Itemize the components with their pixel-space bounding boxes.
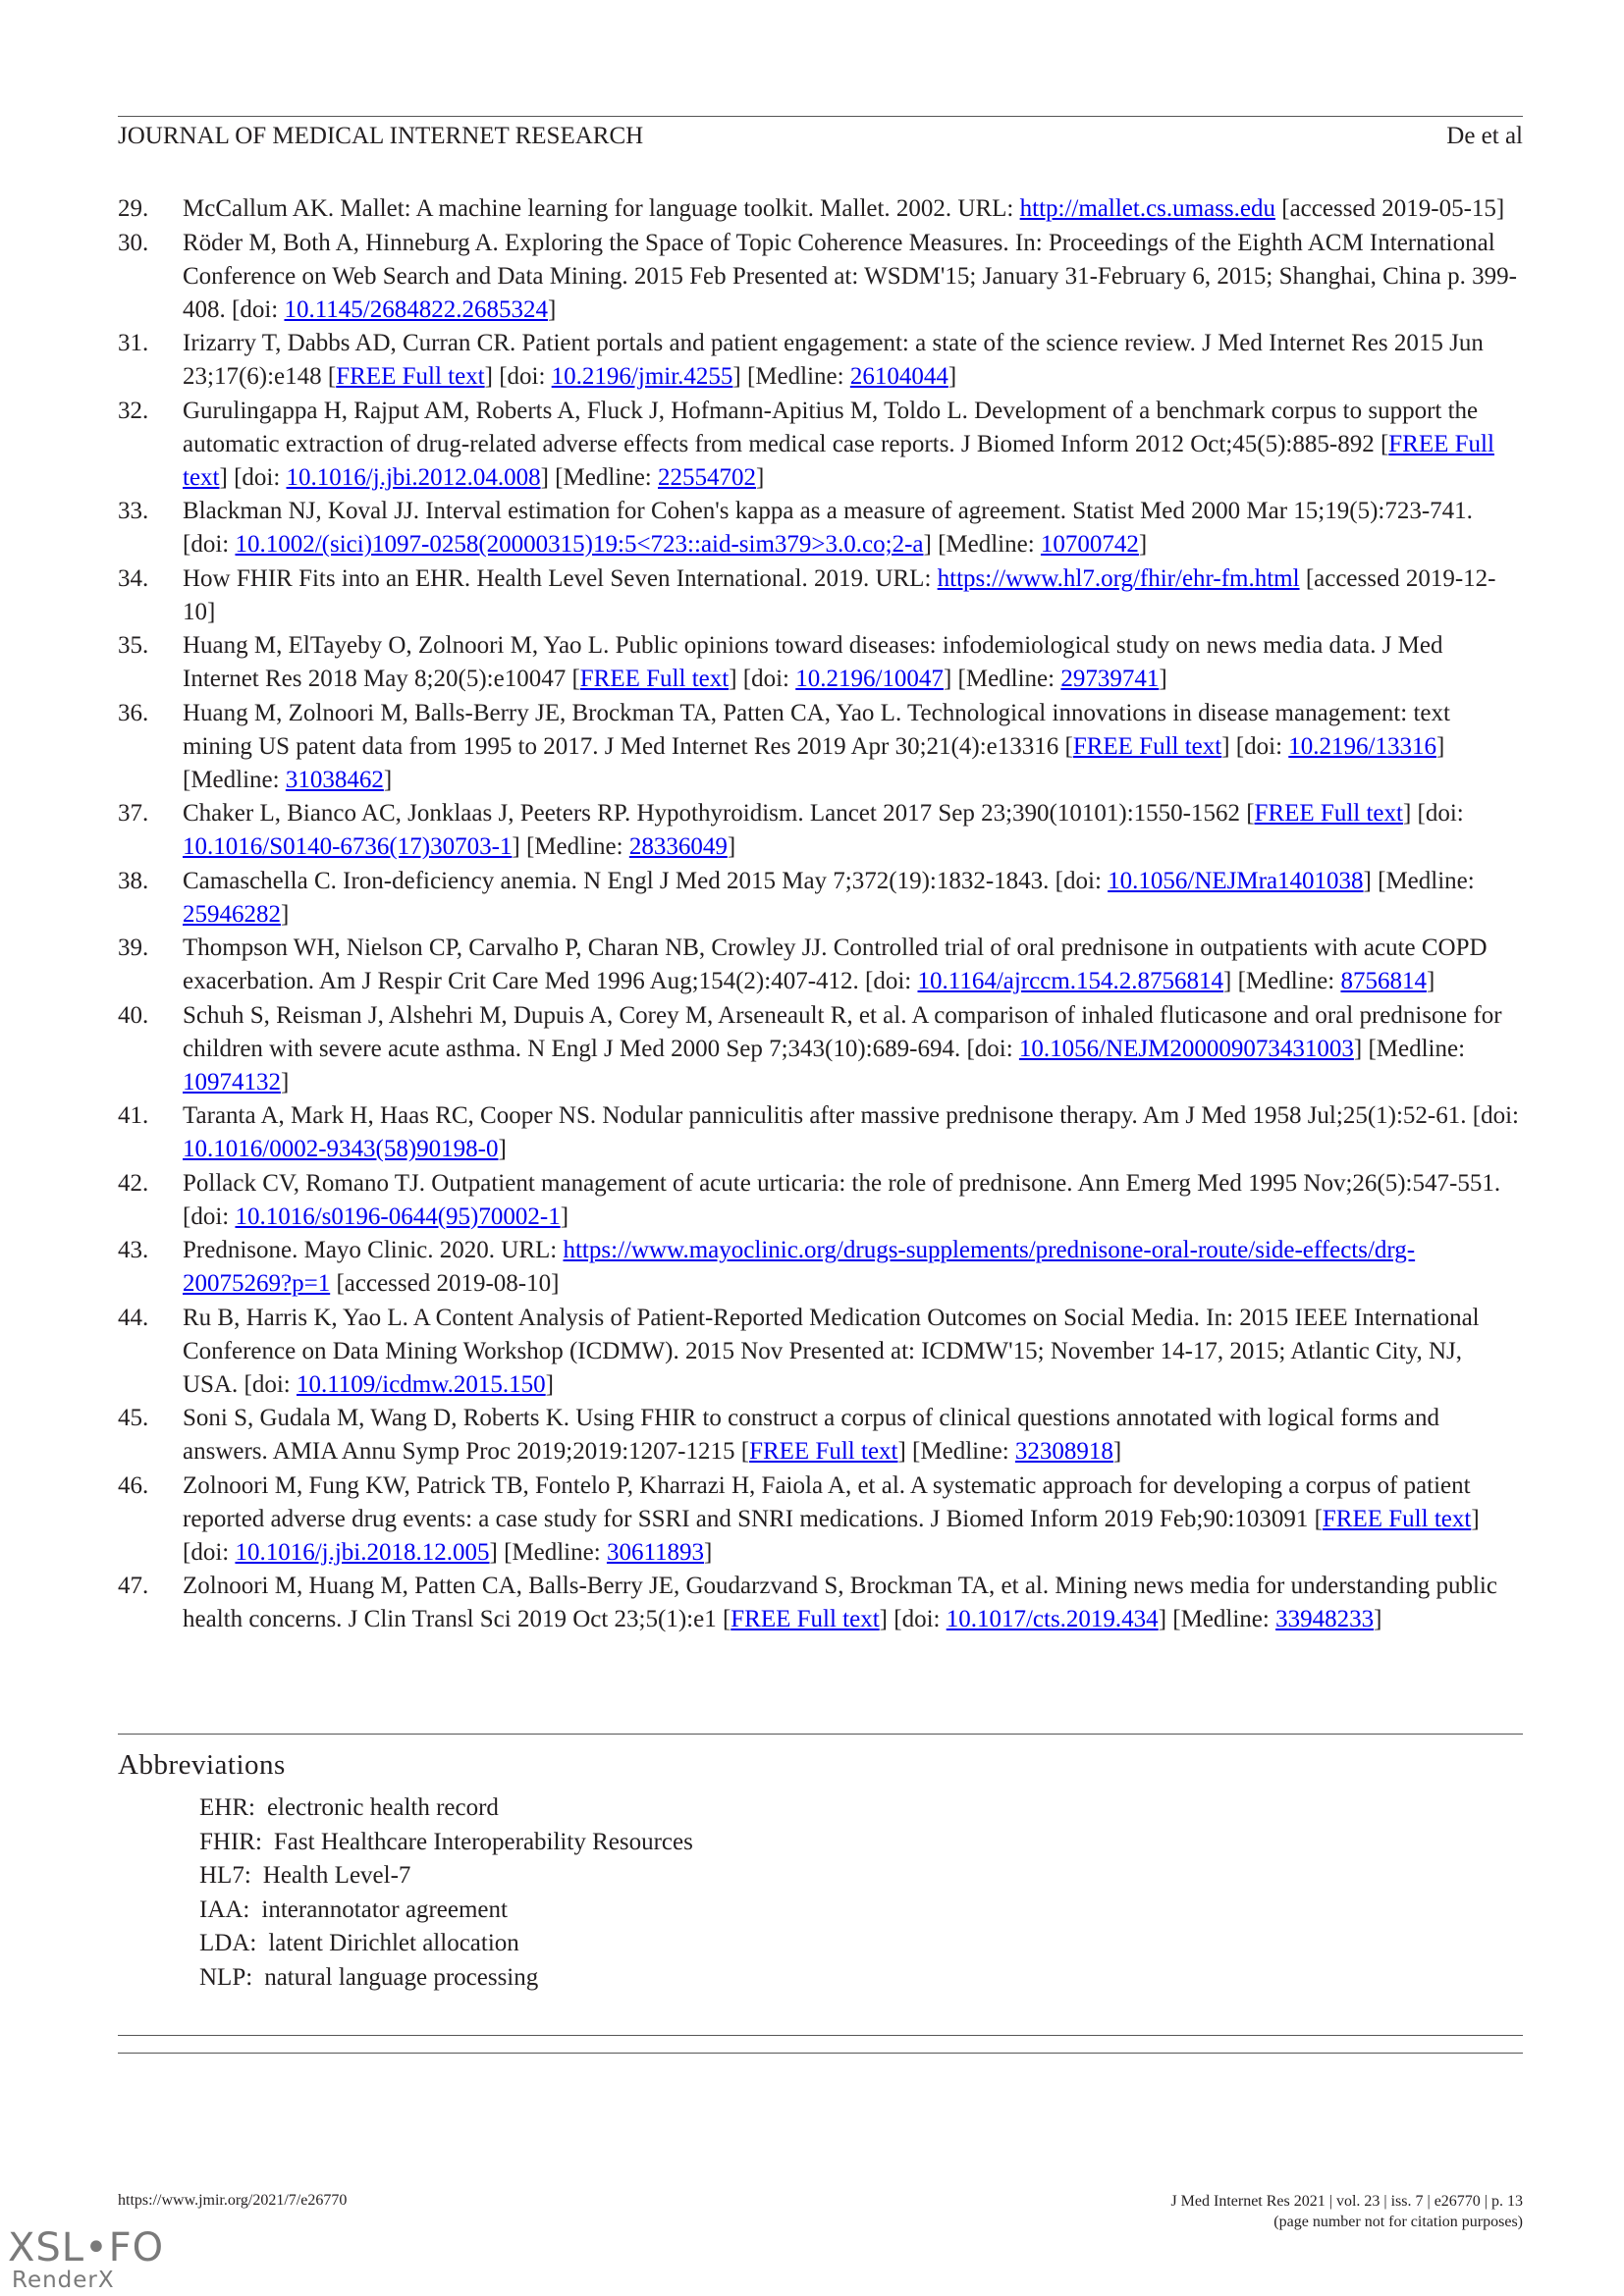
reference-text-segment: ] [doi: — [183, 1505, 1480, 1566]
reference-text-segment: ] — [1374, 1606, 1382, 1632]
reference-text — [183, 1234, 1523, 1301]
reference-text-segment: ] — [560, 1202, 569, 1230]
reference-text — [183, 1302, 1523, 1402]
reference-text — [183, 1570, 1523, 1636]
reference-text-segment: [accessed 2019-12-10] — [183, 564, 1496, 625]
reference-text-segment: ] [doi: — [879, 1606, 947, 1632]
reference-text — [183, 629, 1523, 696]
reference-link[interactable]: FREE Full text — [336, 363, 485, 390]
reference-number: 40. — [118, 1001, 149, 1029]
journal-name: JOURNAL OF MEDICAL INTERNET RESEARCH — [118, 123, 644, 149]
bottom-rule-2 — [118, 2053, 1523, 2054]
abbreviation-definition: latent Dirichlet allocation — [268, 1930, 519, 1956]
reference-text-segment: Gurulingappa H, Rajput AM, Roberts A, Fluck J, Hofmann-Apitius M, Toldo L. Development of a benchmark corpus to support the automatic extraction of drug-related adverse effects from medical case reports. J Biomed Inform 2012 Oct;45(5):885-892 [ — [183, 397, 1479, 457]
abbreviation-item — [199, 1859, 693, 1894]
reference-text-segment: ] — [947, 363, 957, 390]
reference-number: 41. — [118, 1102, 149, 1129]
reference-item — [118, 495, 1523, 561]
reference-text-segment: ] [Medline: — [512, 833, 629, 860]
reference-text-segment: Chaker L, Bianco AC, Jonklaas J, Peeters RP. Hypothyroidism. Lancet 2017 Sep 23;390(10101):1550-1562 [ — [183, 800, 1255, 827]
reference-text — [183, 395, 1523, 495]
reference-number: 30. — [118, 229, 149, 256]
reference-text — [183, 1402, 1523, 1468]
reference-text-segment: ] — [498, 1136, 507, 1162]
reference-text-segment: Camaschella C. Iron-deficiency anemia. N Engl J Med 2015 May 7;372(19):1832-1843. [doi: — [183, 867, 1109, 894]
reference-text-segment: ] — [281, 1068, 290, 1095]
reference-item — [118, 1167, 1523, 1234]
logo-line-1: XSL•FO — [8, 2225, 165, 2270]
reference-link[interactable]: https://www.hl7.org/fhir/ehr-fm.html — [937, 564, 1300, 592]
reference-link[interactable]: http://mallet.cs.umass.edu — [1019, 195, 1276, 222]
abbreviation-term: FHIR: — [199, 1828, 262, 1855]
reference-text-segment: [accessed 2019-05-15] — [1275, 195, 1505, 222]
reference-link[interactable]: 8756814 — [1340, 968, 1427, 994]
reference-link[interactable]: 22554702 — [658, 463, 757, 491]
reference-text — [183, 697, 1523, 797]
abbreviations-top-rule — [118, 1734, 1523, 1735]
reference-text — [183, 865, 1523, 932]
reference-text-segment: ] [Medline: — [732, 363, 850, 390]
reference-link[interactable]: 10.1017/cts.2019.434 — [946, 1606, 1159, 1632]
reference-link[interactable]: 10.1145/2684822.2685324 — [284, 295, 548, 323]
abbreviation-term: HL7: — [199, 1862, 251, 1889]
reference-text — [183, 227, 1523, 327]
reference-text — [183, 327, 1523, 394]
reference-text-segment: Pollack CV, Romano TJ. Outpatient management of acute urticaria: the role of prednisone. Ann Emerg Med 1995 Nov;26(5):547-551. [doi: — [183, 1169, 1501, 1230]
reference-text-segment: ] [Medline: — [897, 1438, 1015, 1465]
reference-link[interactable]: FREE Full text — [1072, 732, 1222, 760]
reference-link[interactable]: 10.1016/S0140-6736(17)30703-1 — [183, 833, 513, 860]
reference-text-segment: ] [Medline: — [183, 732, 1445, 793]
reference-text-segment: ] — [1138, 531, 1148, 558]
reference-text — [183, 1167, 1523, 1234]
reference-link[interactable]: 10.1109/icdmw.2015.150 — [296, 1370, 546, 1398]
reference-item — [118, 1099, 1523, 1166]
reference-text-segment: ] — [1159, 666, 1167, 692]
reference-item — [118, 1302, 1523, 1402]
reference-link[interactable]: 29739741 — [1060, 666, 1160, 692]
reference-item — [118, 1570, 1523, 1636]
reference-text — [183, 797, 1523, 864]
reference-text — [183, 1469, 1523, 1570]
reference-link[interactable]: FREE Full text — [731, 1606, 880, 1632]
reference-text-segment: Röder M, Both A, Hinneburg A. Exploring the Space of Topic Coherence Measures. In: Proceedings of the Eighth ACM International Conference on Web Search and Data Mining. 2015 Feb Presented at: WSDM'15; January 31-February 6, 2015; Shanghai, China p. 399-408. [doi: — [183, 229, 1517, 323]
reference-item — [118, 327, 1523, 394]
reference-item — [118, 227, 1523, 327]
reference-link[interactable]: FREE Full text — [1322, 1505, 1472, 1532]
reference-text-segment: Prednisone. Mayo Clinic. 2020. URL: — [183, 1237, 564, 1263]
abbreviation-term: IAA: — [199, 1896, 250, 1923]
reference-item — [118, 192, 1523, 226]
footer-note: (page number not for citation purposes) — [1273, 2214, 1523, 2230]
reference-number: 45. — [118, 1405, 149, 1431]
reference-item — [118, 797, 1523, 864]
reference-link[interactable]: 10.1016/s0196-0644(95)70002-1 — [235, 1202, 561, 1230]
reference-link[interactable]: 10.2196/10047 — [795, 666, 944, 692]
reference-text-segment: Huang M, ElTayeby O, Zolnoori M, Yao L. Public opinions toward diseases: infodemiological study on news media data. J Med Internet Res 2018 May 8;20(5):e10047 [ — [183, 632, 1443, 692]
reference-number: 46. — [118, 1471, 149, 1499]
reference-item — [118, 999, 1523, 1099]
abbreviation-definition: electronic health record — [266, 1794, 499, 1821]
reference-text — [183, 932, 1523, 998]
reference-number: 44. — [118, 1304, 149, 1331]
reference-link[interactable]: 26104044 — [849, 363, 948, 390]
reference-link[interactable]: 33948233 — [1275, 1606, 1375, 1632]
abbreviation-term: LDA: — [199, 1930, 257, 1956]
reference-text-segment: ] [Medline: — [943, 666, 1061, 692]
reference-number: 37. — [118, 800, 149, 827]
reference-number: 33. — [118, 498, 149, 524]
reference-number: 35. — [118, 632, 149, 659]
abbreviation-item — [199, 1927, 693, 1961]
reference-item — [118, 865, 1523, 932]
reference-number: 29. — [118, 195, 149, 222]
reference-link[interactable]: 10.1016/0002-9343(58)90198-0 — [183, 1136, 499, 1162]
reference-text-segment: ] [Medline: — [923, 531, 1041, 558]
xslfo-renderx-logo — [8, 2225, 165, 2293]
reference-link[interactable]: 32308918 — [1014, 1438, 1113, 1465]
reference-number: 38. — [118, 867, 149, 894]
bottom-rule-1 — [118, 2035, 1523, 2036]
reference-link[interactable]: 25946282 — [183, 900, 281, 928]
reference-item — [118, 697, 1523, 797]
reference-link[interactable]: FREE Full text — [183, 430, 1494, 491]
reference-text-segment: ] — [1112, 1438, 1122, 1465]
reference-number: 31. — [118, 330, 149, 356]
abbreviations-heading: Abbreviations — [118, 1749, 286, 1781]
reference-text-segment: ] [Medline: — [1158, 1606, 1276, 1632]
reference-number: 42. — [118, 1169, 149, 1197]
reference-text — [183, 495, 1523, 561]
reference-text-segment: Ru B, Harris K, Yao L. A Content Analysis of Patient-Reported Medication Outcomes on Social Media. In: 2015 IEEE International Conference on Data Mining Workshop (ICDMW). 2015 Nov Presented at: ICDMW'15; November 14-17, 2015; Atlantic City, NJ, USA. [doi: — [183, 1304, 1480, 1398]
running-authors: De et al — [1446, 123, 1523, 149]
abbreviation-term: EHR: — [199, 1794, 255, 1821]
reference-text-segment: ] [doi: — [484, 363, 552, 390]
reference-link[interactable]: 10.1002/(sici)1097-0258(20000315)19:5<723::aid-sim379>3.0.co;2-a — [235, 531, 924, 558]
reference-link[interactable]: 10.1056/NEJM200009073431003 — [1018, 1035, 1354, 1062]
reference-text-segment: Taranta A, Mark H, Haas RC, Cooper NS. Nodular panniculitis after massive prednisone therapy. Am J Med 1958 Jul;25(1):52-61. [doi: — [183, 1102, 1519, 1129]
reference-text-segment: ] [doi: — [729, 666, 796, 692]
reference-link[interactable]: 30611893 — [606, 1538, 705, 1566]
page-header — [118, 122, 1523, 151]
logo-line-2: RenderX — [12, 2268, 115, 2293]
reference-text-segment: ] [Medline: — [1223, 968, 1341, 994]
reference-link[interactable]: 28336049 — [628, 833, 728, 860]
abbreviation-definition: natural language processing — [264, 1963, 539, 1991]
reference-link[interactable]: https://www.mayoclinic.org/drugs-supplements/prednisone-oral-route/side-effects/drg-20075269?p=1 — [183, 1237, 1416, 1297]
reference-number: 32. — [118, 397, 149, 424]
reference-link[interactable]: 10.1016/j.jbi.2012.04.008 — [286, 463, 541, 491]
reference-item — [118, 395, 1523, 495]
reference-text — [183, 562, 1523, 629]
footer-citation: J Med Internet Res 2021 | vol. 23 | iss. 7 | e26770 | p. 13 — [1170, 2193, 1523, 2210]
reference-text-segment: ] [Medline: — [540, 463, 659, 491]
reference-text-segment: Blackman NJ, Koval JJ. Interval estimation for Cohen's kappa as a measure of agreement. Statist Med 2000 Mar 15;19(5):723-741. [doi: — [183, 498, 1473, 558]
reference-text-segment: Thompson WH, Nielson CP, Carvalho P, Charan NB, Crowley JJ. Controlled trial of oral prednisone in outpatients with acute COPD exacerbation. Am J Respir Crit Care Med 1996 Aug;154(2):407-412. [doi: — [183, 934, 1488, 994]
reference-text-segment: ] [doi: — [219, 463, 287, 491]
footer-url: https://www.jmir.org/2021/7/e26770 — [118, 2192, 348, 2209]
reference-text-segment: [accessed 2019-08-10] — [330, 1270, 560, 1297]
reference-text-segment: McCallum AK. Mallet: A machine learning for language toolkit. Mallet. 2002. URL: — [183, 195, 1020, 222]
abbreviation-definition: Health Level-7 — [262, 1862, 411, 1889]
reference-link[interactable]: 10974132 — [183, 1068, 281, 1095]
reference-link[interactable]: 10.2196/jmir.4255 — [551, 363, 733, 390]
abbreviation-item — [199, 1894, 693, 1928]
reference-text — [183, 1099, 1523, 1166]
reference-text-segment: ] [doi: — [1402, 800, 1464, 827]
reference-text-segment: How FHIR Fits into an EHR. Health Level Seven International. 2019. URL: — [183, 564, 938, 592]
reference-item — [118, 932, 1523, 998]
reference-link[interactable]: 10.1056/NEJMra1401038 — [1108, 867, 1364, 894]
abbreviation-term: NLP: — [199, 1963, 253, 1991]
reference-text-segment: ] — [1426, 968, 1435, 994]
reference-text-segment: Zolnoori M, Fung KW, Patrick TB, Fontelo P, Kharrazi H, Faiola A, et al. A systematic approach for developing a corpus of patient reported adverse drug events: a case study for SSRI and SNRI medications. J Biomed Inform 2019 Feb;90:103091 [ — [183, 1471, 1471, 1532]
reference-text-segment: ] [Medline: — [1363, 867, 1475, 894]
reference-link[interactable]: FREE Full text — [579, 666, 730, 692]
reference-text-segment: ] — [281, 900, 290, 928]
reference-text — [183, 192, 1523, 226]
reference-item — [118, 1469, 1523, 1570]
reference-text-segment: Zolnoori M, Huang M, Patten CA, Balls-Berry JE, Goudarzvand S, Brockman TA, et al. Mining news media for understanding public health concerns. J Clin Transl Sci 2019 Oct 23;5(1):e1 [ — [183, 1573, 1497, 1632]
reference-number: 43. — [118, 1237, 149, 1263]
reference-number: 47. — [118, 1573, 149, 1599]
footer-citation-block — [1170, 2191, 1523, 2232]
reference-text-segment: Huang M, Zolnoori M, Balls-Berry JE, Brockman TA, Patten CA, Yao L. Technological innovations in disease management: text mining US patent data from 1995 to 2017. J Med Internet Res 2019 Apr 30;21(4):e13316 [ — [183, 699, 1450, 760]
reference-text-segment: Schuh S, Reisman J, Alshehri M, Dupuis A, Corey M, Arseneault R, et al. A comparison of inhaled fluticasone and oral prednisone for children with severe acute asthma. N Engl J Med 2000 Sep 7;343(10):689-694. [doi: — [183, 1001, 1502, 1062]
abbreviations-list — [199, 1791, 693, 1995]
reference-text-segment: ] — [548, 295, 557, 323]
reference-text-segment: ] — [545, 1370, 554, 1398]
reference-link[interactable]: 10.1016/j.jbi.2018.12.005 — [235, 1538, 490, 1566]
reference-text-segment: ] [Medline: — [489, 1538, 607, 1566]
reference-text-segment: ] [doi: — [1221, 732, 1289, 760]
reference-item — [118, 1402, 1523, 1468]
reference-number: 34. — [118, 564, 149, 592]
reference-link[interactable]: 10700742 — [1040, 531, 1139, 558]
reference-item — [118, 629, 1523, 696]
reference-text-segment: Irizarry T, Dabbs AD, Curran CR. Patient portals and patient engagement: a state of the science review. J Med Internet Res 2015 Jun 23;17(6):e148 [ — [183, 330, 1484, 390]
abbreviation-item — [199, 1791, 693, 1826]
reference-text — [183, 999, 1523, 1099]
reference-link[interactable]: FREE Full text — [1254, 800, 1403, 827]
reference-text-segment: ] — [704, 1538, 713, 1566]
reference-text-segment: ] [Medline: — [1353, 1035, 1466, 1062]
reference-text-segment: ] — [727, 833, 736, 860]
reference-link[interactable]: 31038462 — [285, 766, 384, 793]
reference-number: 36. — [118, 699, 149, 726]
abbreviation-definition: Fast Healthcare Interoperability Resources — [273, 1828, 693, 1855]
header-rule — [118, 116, 1523, 117]
reference-link[interactable]: 10.2196/13316 — [1288, 732, 1436, 760]
reference-text-segment: ] — [383, 766, 393, 793]
reference-list — [118, 192, 1523, 1637]
reference-text-segment: ] — [756, 463, 765, 491]
reference-text-segment: Soni S, Gudala M, Wang D, Roberts K. Using FHIR to construct a corpus of clinical questions annotated with logical forms and answers. AMIA Annu Symp Proc 2019;2019:1207-1215 [ — [183, 1405, 1439, 1465]
reference-item — [118, 562, 1523, 629]
abbreviation-item — [199, 1826, 693, 1860]
reference-link[interactable]: 10.1164/ajrccm.154.2.8756814 — [917, 968, 1224, 994]
reference-item — [118, 1234, 1523, 1301]
abbreviation-definition: interannotator agreement — [261, 1896, 508, 1923]
reference-number: 39. — [118, 934, 149, 961]
reference-link[interactable]: FREE Full text — [749, 1438, 898, 1465]
abbreviation-item — [199, 1961, 693, 1996]
